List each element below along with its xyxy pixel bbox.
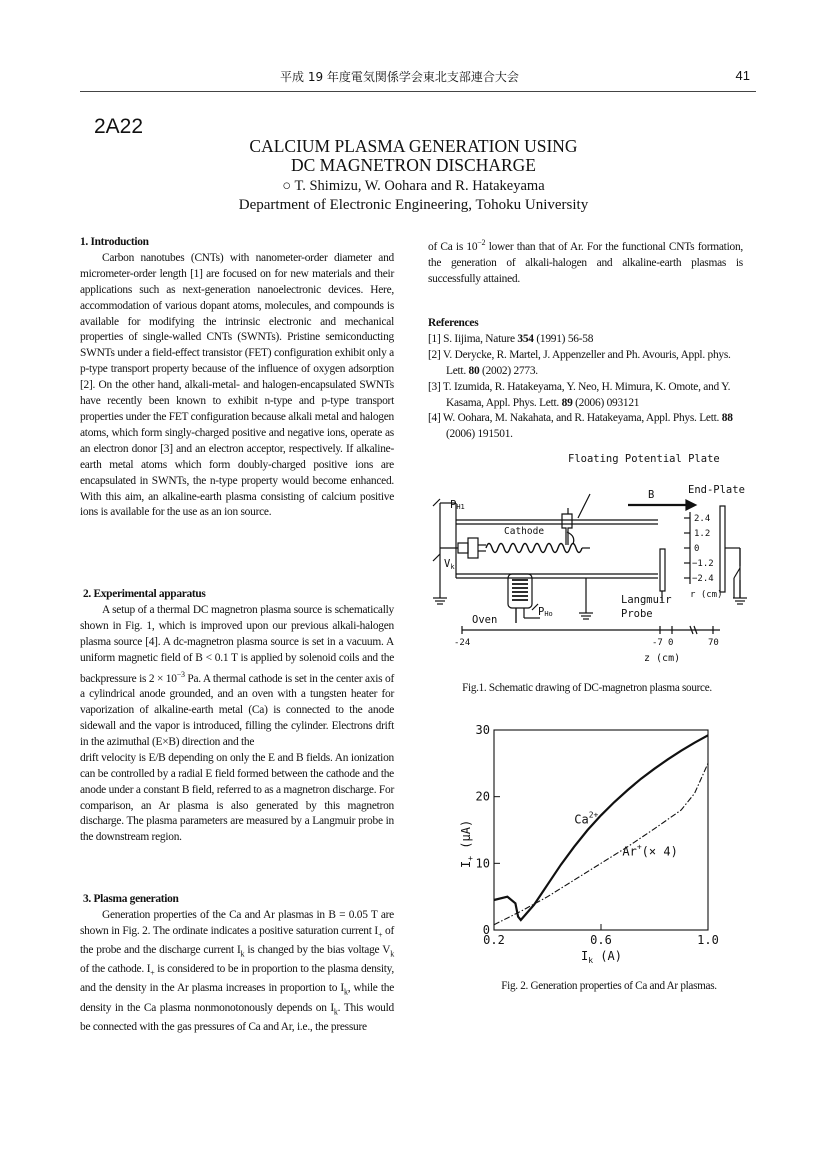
floating-potential-plate: [562, 514, 572, 545]
label-vk: [444, 558, 455, 571]
y-axis-label-unit: (μA): [459, 819, 473, 856]
page-number: 41: [735, 68, 750, 83]
label-probe: Probe: [621, 608, 653, 620]
label-ph1-sub: H1: [456, 503, 465, 511]
plasma-text-2: of the probe and the discharge current I: [80, 924, 394, 956]
figure-1-schematic: [428, 448, 758, 670]
oven: [508, 574, 532, 608]
subscript-k: k: [240, 949, 245, 959]
z-tick-label: 70: [708, 638, 719, 648]
plasma-text-6: , while the density in the Ca plasma nonmonotonously depends on I: [80, 982, 394, 1014]
reference-4-pages: (2006) 191501.: [446, 428, 513, 441]
affiliation: Department of Electronic Engineering, Tohoku University: [238, 197, 589, 213]
plasma-text-1: Generation properties of the Ca and Ar plasmas in B = 0.05 T are shown in Fig. 2. The ordinate indicates a positive saturation current I: [80, 908, 394, 937]
reference-1: [428, 332, 746, 348]
x-tick-label: 0.2: [483, 933, 505, 947]
authors: ○ T. Shimizu, W. Oohara and R. Hatakeyama: [282, 178, 545, 194]
reference-4-text: [4] W. Oohara, M. Nakahata, and R. Hatakeyama, Appl. Phys. Lett.: [428, 412, 722, 425]
label-end-plate: End-Plate: [688, 484, 745, 496]
label-floating-plate: Floating Potential Plate: [568, 453, 720, 465]
reference-1-text: [1] S. Iijima, Nature: [428, 332, 518, 345]
reference-2: [428, 348, 746, 380]
subscript-plus: +: [150, 968, 155, 978]
reference-3-text: [3] T. Izumida, R. Hatakeyama, Y. Neo, H. Mimura, K. Omote, and Y. Kasama, Appl. Phys. Lett.: [428, 380, 731, 409]
left-column: [80, 235, 394, 521]
reference-2-volume: 80: [468, 364, 480, 377]
subscript-plus: +: [377, 930, 383, 940]
ar-label-text: Ar: [622, 844, 637, 859]
apparatus-heading: 2. Experimental apparatus: [83, 588, 206, 600]
ar-series-label: [622, 842, 677, 858]
reference-2-text: [2] V. Derycke, R. Martel, J. Appenzeller and Ph. Avouris, Appl. phys. Lett.: [428, 348, 731, 377]
label-vk-sub: k: [450, 563, 455, 571]
r-tick-label: 2.4: [694, 514, 711, 524]
y-axis-label-sub: +: [466, 855, 475, 861]
x-tick-label: 0.6: [590, 933, 612, 947]
label-ph1: [450, 499, 465, 511]
label-oven: Oven: [472, 614, 498, 626]
pressure-exponent: −3: [176, 669, 185, 679]
reference-3-volume: 89: [561, 396, 573, 409]
z-tick-label: -24: [454, 638, 471, 648]
y-axis-label: [459, 820, 475, 868]
reference-1-volume: 354: [517, 332, 534, 345]
r-tick-label: −2.4: [692, 574, 714, 584]
floating-plate-pointer: [578, 494, 590, 518]
x-axis-label-main: I: [581, 949, 589, 963]
continuation-text-2: lower than that of Ar. For the functional CNTs formation, the generation of alkali-halogen and alkaline-earth plasmas is successfully attained.: [428, 240, 743, 285]
references: [428, 316, 746, 443]
right-column-text: [428, 235, 743, 288]
y-tick-label: 30: [475, 723, 490, 737]
label-langmuir: Langmuir: [621, 594, 672, 606]
apparatus-text-2: Pa. A thermal cathode is set in the center axis of a cylindrical anode grounded, and an oven with a tungsten heater for vaporization of alkaline-earth metal (Ca) is connected to the anode sidewall and the vapor is introduced, filling the cylinder. Electrons drift in the azimuthal (E×B) direction and the: [80, 672, 394, 748]
reference-3-pages: (2006) 093121: [572, 396, 640, 409]
x-tick-label: 1.0: [697, 933, 719, 947]
r-axis-label: r (cm): [690, 590, 723, 600]
subscript-k: k: [390, 949, 394, 959]
label-cathode: Cathode: [504, 526, 545, 537]
reference-4-volume: 88: [721, 412, 733, 425]
reference-4: [428, 411, 746, 443]
conference-title: 平成 19 年度電気関係学会東北支部連合大会: [280, 70, 519, 84]
z-axis-label: z (cm): [644, 653, 681, 664]
intro-heading: 1. Introduction: [80, 236, 149, 248]
figure-1-caption: Fig.1. Schematic drawing of DC-magnetron plasma source.: [462, 682, 712, 694]
y-tick-label: 20: [475, 789, 490, 804]
y-axis-label-main: I: [459, 860, 473, 868]
subscript-k: k: [343, 987, 348, 997]
apparatus-section: [80, 587, 394, 846]
ar-label-scale: (× 4): [641, 844, 678, 859]
x-axis-label-sub: k: [588, 956, 594, 965]
continuation-text-1: of Ca is 10: [428, 240, 478, 253]
paper-id: 2A22: [94, 115, 144, 138]
ca-label-charge: 2+: [588, 810, 599, 820]
plasma-section: [80, 892, 394, 1036]
label-b: B: [648, 489, 655, 501]
title-line-1: CALCIUM PLASMA GENERATION USING: [249, 136, 578, 156]
references-heading: References: [428, 317, 479, 329]
plasma-text-3: is changed by the bias voltage V: [244, 944, 391, 956]
plasma-heading: 3. Plasma generation: [83, 893, 179, 905]
plasma-text-5: is considered to be in proportion to the plasma density, and the density in the Ar plasma increases in proportion to I: [80, 963, 394, 995]
y-tick-label: 0: [482, 923, 490, 937]
figure-2-caption: Fig. 2. Generation properties of Ca and Ar plasmas.: [501, 980, 717, 992]
ar-label-charge: +: [636, 842, 642, 852]
r-tick-label: 1.2: [694, 529, 711, 539]
label-pho-main: P: [538, 606, 545, 618]
ca-series-label: [574, 810, 598, 826]
label-ph1-main: P: [450, 499, 457, 511]
apparatus-text-1: A setup of a thermal DC magnetron plasma source is schematically shown in Fig. 1, which is improved upon our previous alkali-halogen plasma source [4]. A dc-magnetron plasma source is set in a vacuum. A uniform magnetic field of B < 0.1 T is applied by solenoid coils and the backpressure is 2 × 10: [80, 603, 394, 685]
apparatus-text: [80, 603, 394, 751]
subscript-k: k: [333, 1006, 338, 1016]
ca-label-text: Ca: [574, 812, 589, 827]
r-tick-label: 0: [694, 544, 700, 554]
end-plate: [720, 506, 725, 592]
plot-frame: [494, 730, 708, 930]
pressure-ratio-exponent: −2: [477, 238, 486, 247]
figure-2-chart: [456, 718, 736, 968]
z-tick-label: 0: [668, 638, 674, 648]
ca-series-line: [494, 735, 708, 920]
z-tick-label: -7: [652, 638, 663, 648]
reference-1-pages: (1991) 56-58: [533, 332, 594, 345]
y-tick-label: 10: [475, 856, 490, 871]
langmuir-probe: [660, 549, 665, 591]
label-pho: [538, 606, 553, 618]
reference-3: [428, 380, 746, 412]
x-axis-label-unit: (A): [593, 949, 622, 963]
apparatus-text-3: drift velocity is E/B depending on only the E and B fields. An ionization can be controlled by a radial E field formed between the cathode and the anode under a constant B field, referred to as a magnetron discharge. For comparison, an Ar plasma is also generated by this magnetron discharge. The plasma parameters are measured by a Langmuir probe in the downstream region.: [80, 751, 394, 844]
cathode-flange: [468, 538, 478, 558]
plasma-text-4: of the cathode. I: [80, 963, 151, 976]
plasma-text-7: . This would be connected with the gas pressures of Ca and Ar, i.e., the pressure: [80, 1001, 394, 1033]
plasma-continuation: [428, 235, 743, 288]
plasma-text: [80, 908, 394, 1036]
reference-2-pages: (2002) 2773.: [479, 364, 538, 377]
intro-text: Carbon nanotubes (CNTs) with nanometer-order diameter and micrometer-order length [1] are focused on for new materials and their applications such as next-generation nanoelectronic devices. Here, accommodation of various dopant atoms, molecules, and compounds is available for modifying the intrinsic electronic and mechanical properties of single-walled CNTs (SWNTs). Pristine semiconducting SWNTs under a field-effect transistor (FET) configuration exhibit only a p-type transport property because of the influence of oxygen adsorption [2]. On the other hand, alkali-metal- and halogen-encapsulated SWNTs have recently been known to exhibit n-type and p-type transport properties under the FET configuration because alkali metal and halogen atoms, which form singly-charged positive and negative ions, operate as an electron donor [3] and an electron acceptor, respectively. If alkaline-earth metal atoms which form doubly-charged positive ions are encapsulated in SWNTs, the n-type property would become enhanced. With this aim, an alkaline-earth plasma consisting of calcium positive ions is available for the use as an ion source.: [80, 251, 394, 519]
r-tick-label: −1.2: [692, 559, 714, 569]
label-vk-main: V: [444, 558, 451, 570]
page-header: [80, 68, 756, 92]
title-line-2: DC MAGNETRON DISCHARGE: [290, 155, 536, 175]
label-pho-sub: Ho: [544, 610, 553, 618]
paper-title: [0, 137, 827, 175]
x-axis-label: [581, 949, 622, 965]
